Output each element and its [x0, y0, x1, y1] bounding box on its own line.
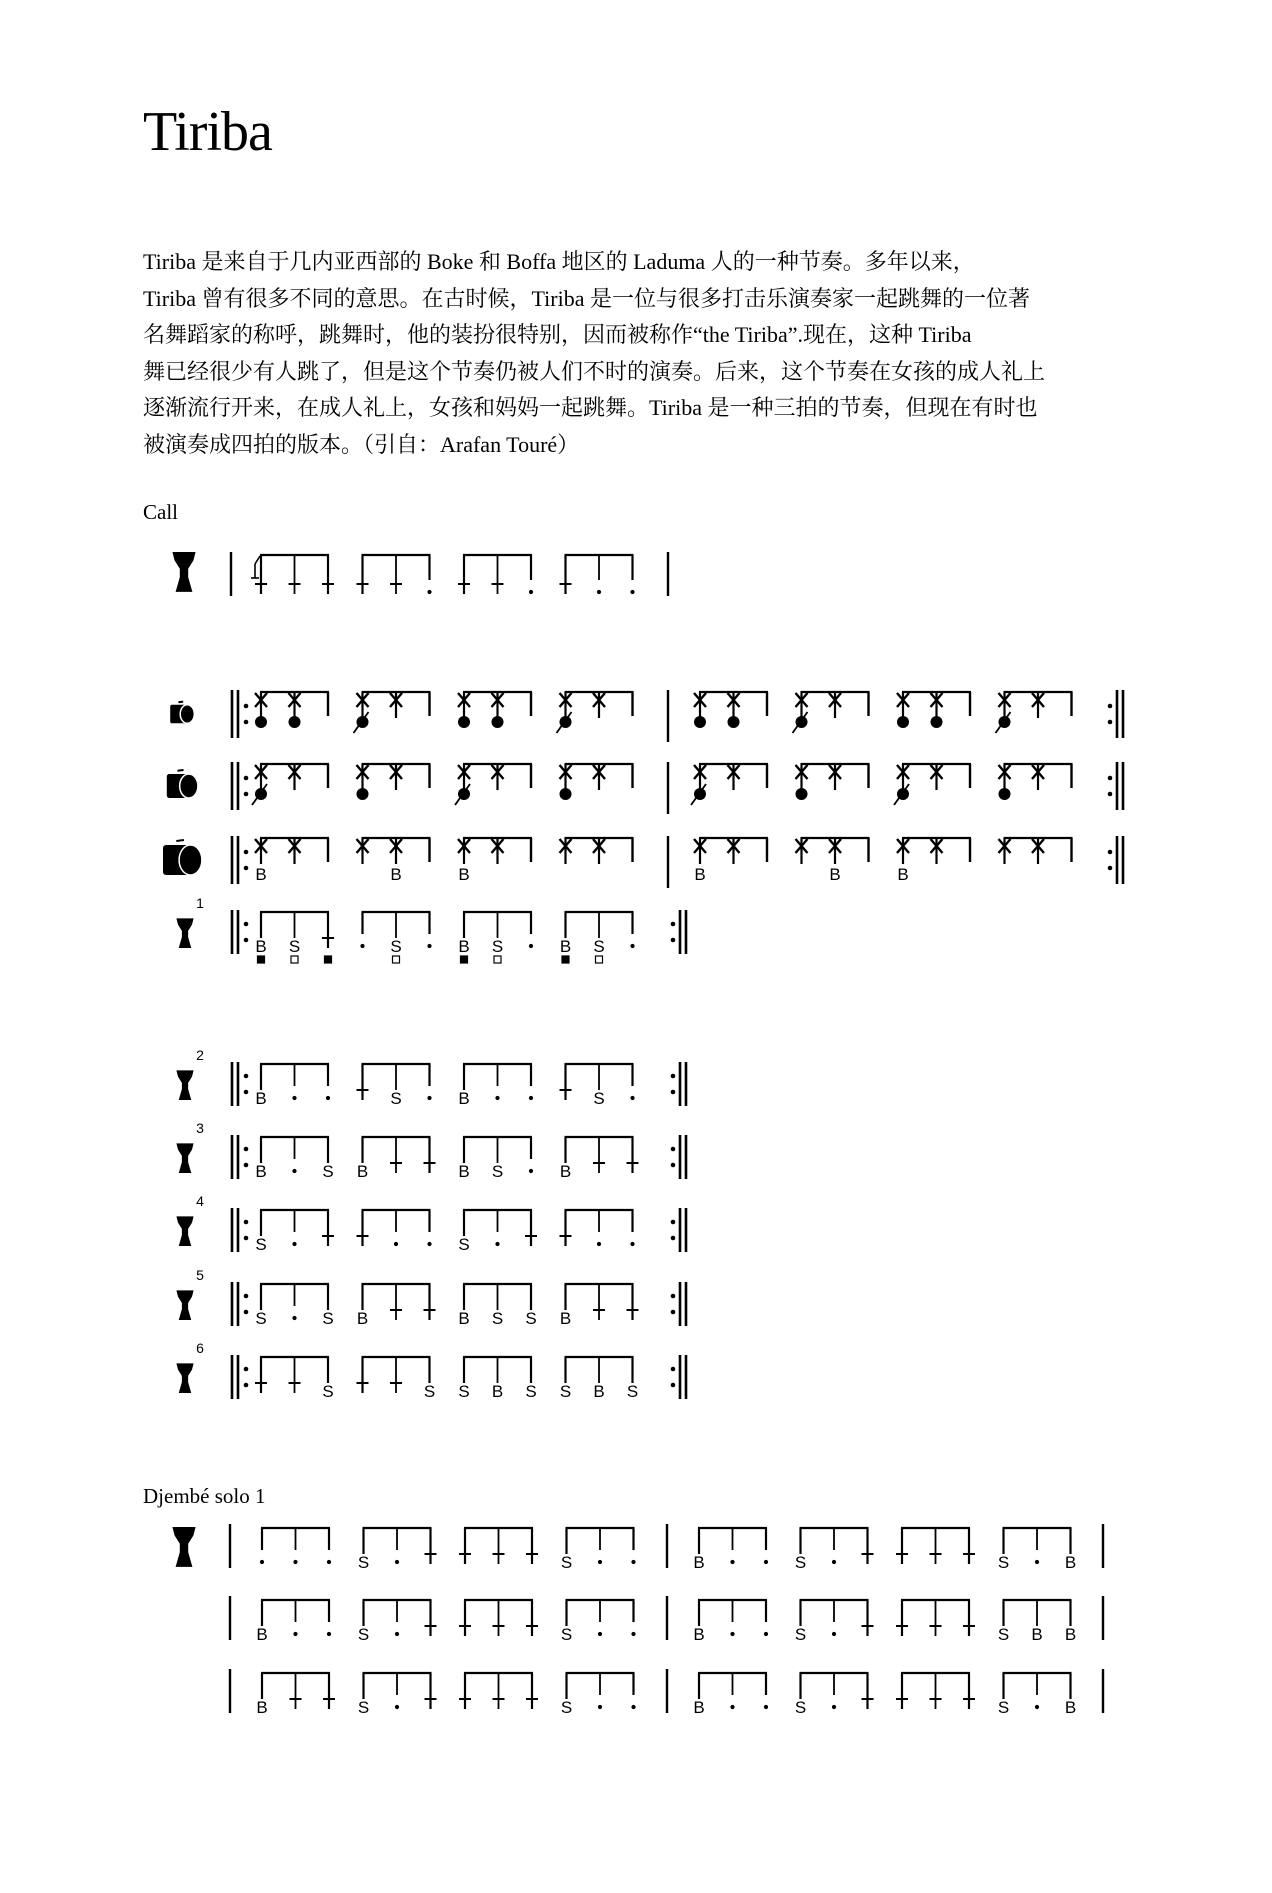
- dundun-beat-group: [458, 838, 532, 884]
- slap-note: S: [357, 1698, 370, 1717]
- note-group: [255, 1064, 330, 1108]
- dundun-beat-group: [691, 764, 768, 805]
- open-stroke: [897, 716, 909, 728]
- note-group: [360, 912, 431, 956]
- note-group: [357, 1137, 436, 1181]
- part-number: 3: [196, 1120, 204, 1136]
- rest-dot: [395, 1632, 399, 1636]
- bass-note: B: [458, 1309, 470, 1328]
- bass-note: B: [390, 865, 402, 884]
- repeat-start-sign: [232, 836, 248, 884]
- dundun-beat-group: [560, 838, 634, 864]
- dundun-beat-group: [796, 764, 870, 800]
- slap-note: S: [794, 1553, 807, 1572]
- rest-dot: [631, 1632, 635, 1636]
- note-group: [260, 1528, 331, 1564]
- note-group: [795, 1600, 874, 1644]
- note-group: [256, 1673, 335, 1717]
- bass-note: B: [458, 937, 470, 956]
- rest-dot: [730, 1560, 734, 1564]
- flam-grace-note: [251, 556, 260, 578]
- dundun-beat-group: [557, 692, 634, 733]
- dundun-beat-group: [458, 692, 532, 728]
- rest-dot: [630, 590, 634, 594]
- repeat-end-sign: [671, 1062, 686, 1106]
- rest-dot: [631, 1560, 635, 1564]
- part-number: 2: [196, 1047, 204, 1063]
- rest-dot: [293, 1632, 297, 1636]
- dundun-beat-group: [255, 692, 329, 728]
- bass-note: B: [356, 1162, 369, 1181]
- slap-note: S: [491, 1162, 504, 1181]
- slap-note: S: [997, 1625, 1010, 1644]
- bass-note: B: [1064, 1698, 1077, 1717]
- slap-note: S: [390, 1089, 402, 1108]
- note-group: [560, 555, 635, 594]
- rest-dot: [394, 1242, 398, 1246]
- bass-note: B: [458, 865, 470, 884]
- rest-dot: [764, 1632, 768, 1636]
- repeat-end-sign: [1108, 762, 1123, 810]
- page-title: Tiriba: [143, 101, 272, 163]
- rest-dot: [326, 1096, 330, 1100]
- part-number: 6: [196, 1340, 204, 1356]
- paragraph-line: 被演奏成四拍的版本。（引自：Arafan Touré）: [143, 431, 580, 457]
- rest-dot: [529, 1169, 533, 1173]
- bass-note: B: [559, 1309, 572, 1328]
- note-group: [357, 1357, 436, 1401]
- right-hand-marker: [562, 956, 569, 963]
- rest-dot: [360, 944, 364, 948]
- sangban-icon: [167, 770, 198, 798]
- rest-dot: [260, 1560, 264, 1564]
- note-group: [998, 1600, 1076, 1644]
- open-stroke: [492, 716, 504, 728]
- slap-note: S: [255, 1309, 267, 1328]
- rest-dot: [631, 1705, 635, 1709]
- slap-note: S: [794, 1698, 807, 1717]
- call-section-label: Call: [143, 500, 178, 524]
- repeat-start-sign: [232, 690, 248, 738]
- note-group: [896, 1600, 975, 1636]
- note-group: [560, 1284, 639, 1328]
- rest-dot: [630, 1096, 634, 1100]
- repeat-start-sign: [232, 1062, 248, 1106]
- note-group: [458, 1064, 533, 1108]
- note-group: [795, 1528, 874, 1572]
- rest-dot: [730, 1632, 734, 1636]
- note-group: [358, 1528, 437, 1572]
- left-hand-marker: [393, 956, 400, 963]
- note-group: [255, 1137, 333, 1181]
- paragraph-line: Tiriba 曾有很多不同的意思。在古时候，Tiriba 是一位与很多打击乐演奏家一起跳舞的一位著: [143, 285, 1030, 311]
- bass-note: B: [693, 1625, 705, 1644]
- rest-dot: [395, 1560, 399, 1564]
- note-group: [255, 1210, 334, 1254]
- left-hand-marker: [494, 956, 501, 963]
- repeat-end-sign: [1108, 836, 1123, 884]
- slap-note: S: [458, 1235, 470, 1254]
- left-hand-marker: [596, 956, 603, 963]
- dundun-beat-group: [996, 692, 1073, 733]
- rest-dot: [495, 1242, 499, 1246]
- rest-dot: [630, 944, 634, 948]
- rest-dot: [730, 1705, 734, 1709]
- dundun-beat-group: [999, 764, 1073, 800]
- note-group: [357, 1284, 436, 1328]
- dundun-beat-group: [252, 764, 329, 805]
- open-stroke: [728, 716, 740, 728]
- bass-note: B: [593, 1382, 605, 1401]
- dundun-beat-group: [455, 764, 532, 805]
- rest-dot: [292, 1169, 296, 1173]
- dundunba-icon: [163, 840, 202, 875]
- repeat-end-sign: [671, 1208, 686, 1252]
- dundun-beat-group: [357, 838, 431, 884]
- note-group: [255, 912, 334, 956]
- rest-dot: [327, 1560, 331, 1564]
- solo-section-label: Djembé solo 1: [143, 1484, 266, 1508]
- dundun-beat-group: [793, 692, 870, 733]
- bass-note: B: [356, 1309, 369, 1328]
- repeat-end-sign: [1108, 690, 1123, 738]
- repeat-end-sign: [671, 910, 686, 954]
- slap-note: S: [560, 1553, 573, 1572]
- note-group: [255, 1357, 334, 1401]
- rest-dot: [764, 1560, 768, 1564]
- open-stroke: [694, 716, 706, 728]
- repeat-start-sign: [232, 1282, 248, 1326]
- dundun-beat-group: [999, 838, 1073, 864]
- djembe-icon: [172, 552, 195, 592]
- slap-note: S: [458, 1382, 470, 1401]
- paragraph-line: 舞已经很少有人跳了，但是这个节奏仍被人们不时的演奏。后来，这个节奏在女孩的成人礼上: [143, 358, 1046, 384]
- slap-note: S: [390, 937, 402, 956]
- paragraph-line: 逐渐流行开来，在成人礼上，女孩和妈妈一起跳舞。Tiriba 是一种三拍的节奏，但现在有时也: [143, 395, 1038, 420]
- rest-dot: [832, 1560, 836, 1564]
- note-group: [896, 1528, 975, 1564]
- note-group: [998, 1673, 1076, 1717]
- repeat-start-sign: [232, 910, 248, 954]
- djembe-icon: [176, 1143, 193, 1173]
- slap-note: S: [322, 1162, 334, 1181]
- paragraph-line: Tiriba 是来自于几内亚西部的 Boke 和 Boffa 地区的 Laduma 人的一种节奏。多年以来，: [143, 249, 975, 274]
- slap-note: S: [593, 937, 605, 956]
- rest-dot: [529, 590, 533, 594]
- note-group: [458, 912, 533, 956]
- bass-note: B: [1064, 1553, 1077, 1572]
- bass-note: B: [559, 937, 572, 956]
- djembe-icon: [176, 1216, 193, 1246]
- bass-note: B: [694, 865, 706, 884]
- note-group: [459, 1528, 538, 1564]
- left-hand-marker: [291, 956, 298, 963]
- repeat-start-sign: [232, 1208, 248, 1252]
- open-stroke: [255, 716, 267, 728]
- repeat-start-sign: [232, 762, 248, 810]
- bass-note: B: [256, 1625, 268, 1644]
- right-hand-marker: [461, 956, 468, 963]
- slap-note: S: [322, 1382, 334, 1401]
- rest-dot: [597, 590, 601, 594]
- note-group: [358, 1600, 437, 1644]
- note-group: [795, 1673, 874, 1717]
- slap-note: S: [560, 1698, 573, 1717]
- note-group: [357, 555, 432, 594]
- note-group: [358, 1673, 437, 1717]
- slap-note: S: [525, 1382, 537, 1401]
- dundun-beat-group: [694, 692, 768, 728]
- part-number: 4: [196, 1193, 204, 1209]
- dundun-beat-group: [354, 692, 431, 733]
- slap-note: S: [997, 1553, 1010, 1572]
- slap-note: S: [525, 1309, 537, 1328]
- note-group: [256, 1600, 331, 1644]
- dundun-beat-group: [694, 838, 768, 884]
- slap-note: S: [491, 1309, 504, 1328]
- note-group: [458, 1357, 536, 1401]
- rest-dot: [495, 1096, 499, 1100]
- open-stroke: [796, 788, 808, 800]
- rest-dot: [597, 1242, 601, 1246]
- rest-dot: [427, 1096, 431, 1100]
- dundun-beat-group: [894, 764, 971, 805]
- bass-note: B: [255, 865, 267, 884]
- repeat-end-sign: [671, 1355, 686, 1399]
- slap-note: S: [322, 1309, 334, 1328]
- note-group: [693, 1528, 768, 1572]
- slap-note: S: [626, 1382, 639, 1401]
- note-group: [561, 1673, 636, 1717]
- open-stroke: [931, 716, 943, 728]
- djembe-icon: [176, 1070, 193, 1100]
- repeat-end-sign: [671, 1135, 686, 1179]
- djembe-icon: [176, 1290, 193, 1320]
- slap-note: S: [288, 937, 301, 956]
- rest-dot: [832, 1632, 836, 1636]
- bass-note: B: [458, 1162, 470, 1181]
- note-group: [560, 1137, 639, 1181]
- note-group: [693, 1600, 768, 1644]
- bass-note: B: [255, 937, 267, 956]
- right-hand-marker: [258, 956, 265, 963]
- bass-note: B: [256, 1698, 268, 1717]
- note-group: [458, 555, 533, 594]
- note-group: [693, 1673, 768, 1717]
- rest-dot: [832, 1705, 836, 1709]
- bass-note: B: [458, 1089, 470, 1108]
- djembe-icon: [172, 1527, 195, 1567]
- dundun-beat-group: [255, 838, 329, 884]
- slap-note: S: [357, 1625, 370, 1644]
- paragraph-line: 名舞蹈家的称呼，跳舞时，他的装扮很特别，因而被称作“the Tiriba”.现在，这种 Tiriba: [143, 322, 972, 347]
- slap-note: S: [423, 1382, 436, 1401]
- note-group: [357, 1210, 432, 1246]
- note-group: [896, 1673, 975, 1709]
- note-group: [458, 1137, 533, 1181]
- note-group: [998, 1528, 1076, 1572]
- rest-dot: [293, 1560, 297, 1564]
- dundun-beat-group: [357, 764, 431, 800]
- note-group: [459, 1600, 538, 1636]
- note-group: [560, 1210, 635, 1246]
- open-stroke: [289, 716, 301, 728]
- slap-note: S: [491, 937, 504, 956]
- bass-note: B: [897, 865, 909, 884]
- rest-dot: [292, 1316, 296, 1320]
- note-group: [458, 1210, 537, 1254]
- note-group: [561, 1600, 636, 1644]
- slap-note: S: [593, 1089, 605, 1108]
- open-stroke: [458, 716, 470, 728]
- right-hand-marker: [325, 956, 332, 963]
- rest-dot: [427, 1242, 431, 1246]
- note-group: [458, 1284, 536, 1328]
- bass-note: B: [1064, 1625, 1077, 1644]
- note-group: [560, 1064, 635, 1108]
- rest-dot: [292, 1242, 296, 1246]
- part-number: 1: [196, 895, 204, 911]
- open-stroke: [999, 788, 1011, 800]
- note-group: [255, 1284, 333, 1328]
- slap-note: S: [559, 1382, 572, 1401]
- open-stroke: [560, 788, 572, 800]
- rest-dot: [598, 1705, 602, 1709]
- kenkeni-icon: [170, 702, 194, 724]
- dundun-beat-group: [560, 764, 634, 800]
- slap-note: S: [255, 1235, 267, 1254]
- bass-note: B: [829, 865, 841, 884]
- bass-note: B: [1031, 1625, 1043, 1644]
- dundun-beat-group: [897, 838, 971, 884]
- rest-dot: [427, 944, 431, 948]
- dundun-beat-group: [796, 838, 870, 884]
- rest-dot: [327, 1632, 331, 1636]
- open-stroke: [357, 788, 369, 800]
- bass-note: B: [255, 1162, 267, 1181]
- rest-dot: [630, 1242, 634, 1246]
- repeat-start-sign: [232, 1355, 248, 1399]
- djembe-icon: [176, 1363, 193, 1393]
- note-group: [357, 1064, 432, 1108]
- bass-note: B: [491, 1382, 504, 1401]
- note-group: [459, 1673, 538, 1709]
- rest-dot: [598, 1632, 602, 1636]
- bass-note: B: [693, 1553, 705, 1572]
- slap-note: S: [997, 1698, 1010, 1717]
- bass-note: B: [559, 1162, 572, 1181]
- note-group: [560, 1357, 638, 1401]
- note-group: [560, 912, 635, 956]
- rest-dot: [395, 1705, 399, 1709]
- note-group: [561, 1528, 636, 1572]
- note-group: [255, 555, 334, 594]
- repeat-start-sign: [232, 1135, 248, 1179]
- rest-dot: [764, 1705, 768, 1709]
- rest-dot: [292, 1096, 296, 1100]
- rest-dot: [427, 590, 431, 594]
- part-number: 5: [196, 1267, 204, 1283]
- slap-note: S: [560, 1625, 573, 1644]
- djembe-icon: [176, 918, 193, 948]
- rest-dot: [529, 1096, 533, 1100]
- bass-note: B: [693, 1698, 705, 1717]
- rest-dot: [1035, 1705, 1039, 1709]
- dundun-beat-group: [897, 692, 971, 728]
- rest-dot: [598, 1560, 602, 1564]
- rest-dot: [1035, 1560, 1039, 1564]
- slap-note: S: [357, 1553, 370, 1572]
- slap-note: S: [794, 1625, 807, 1644]
- bass-note: B: [255, 1089, 267, 1108]
- repeat-end-sign: [671, 1282, 686, 1326]
- rest-dot: [529, 944, 533, 948]
